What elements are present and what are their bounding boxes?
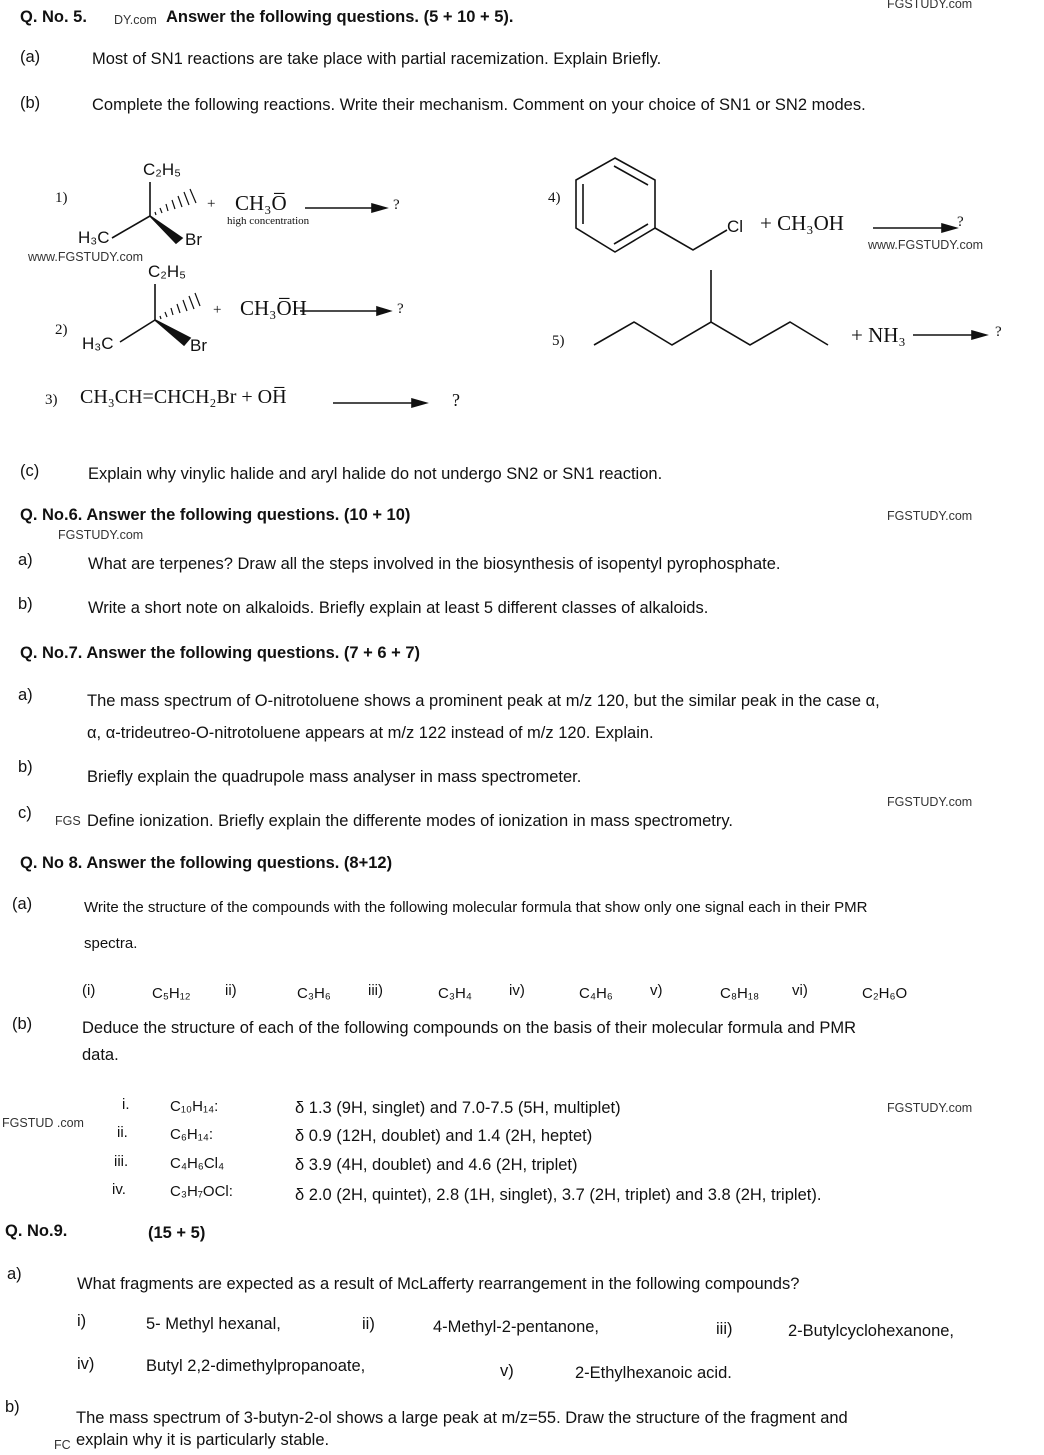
question-text: Most of SN1 reactions are take place with partial racemization. Explain Briefly. xyxy=(92,50,662,68)
watermark: FGSTUDY.com xyxy=(887,795,973,809)
item-number: v) xyxy=(500,1362,514,1380)
pmr-data: δ 0.9 (12H, doublet) and 1.4 (2H, heptet) xyxy=(295,1127,593,1145)
leaving-group: Cl xyxy=(727,217,744,236)
question-text: α, α-trideutreo-O-nitrotoluene appears at m/z 122 instead of m/z 120. Explain. xyxy=(87,724,654,742)
item-number: ii. xyxy=(117,1124,128,1141)
reaction-formula: CH₃CH=CHCH₂Br + OH̅ xyxy=(80,386,287,408)
molecular-formula: C₆H₁₄: xyxy=(170,1126,214,1143)
item-number: i. xyxy=(122,1096,130,1113)
reagent: CH₃O̅ xyxy=(235,191,287,215)
compound-name: 2-Ethylhexanoic acid. xyxy=(575,1364,732,1382)
product-placeholder: ? xyxy=(393,197,400,213)
question-text: Explain why vinylic halide and aryl halide do not undergo SN2 or SN1 reaction. xyxy=(88,465,663,483)
compound-name: 5- Methyl hexanal, xyxy=(146,1315,281,1333)
item-number: iii. xyxy=(114,1153,129,1170)
molecular-formula: C₅H₁₂ xyxy=(152,985,191,1002)
substituent-label: Br xyxy=(185,230,202,249)
question-title: Q. No 8. Answer the following questions. (8+12) xyxy=(20,854,393,872)
molecular-formula: C₈H₁₈ xyxy=(720,985,760,1002)
reaction-number: 2) xyxy=(55,322,68,338)
question-text: What are terpenes? Draw all the steps involved in the biosynthesis of isopentyl pyrophosphate. xyxy=(88,555,781,573)
reagent: + NH₃ xyxy=(851,323,906,347)
part-label: a) xyxy=(18,551,33,569)
item-number: (i) xyxy=(82,982,96,999)
question-text: Deduce the structure of each of the following compounds on the basis of their molecular formula and PMR xyxy=(82,1019,857,1037)
reaction-number: 5) xyxy=(552,333,565,349)
pmr-data: δ 2.0 (2H, quintet), 2.8 (1H, singlet), 3.7 (2H, triplet) and 3.8 (2H, triplet). xyxy=(295,1186,822,1204)
reagent: + CH₃OH xyxy=(760,211,844,235)
item-number: vi) xyxy=(792,982,808,999)
part-label: (a) xyxy=(20,48,41,66)
watermark: FC xyxy=(54,1438,71,1452)
question-title: Q. No.6. Answer the following questions. (10 + 10) xyxy=(20,506,411,524)
compound-name: 4-Methyl-2-pentanone, xyxy=(433,1318,600,1336)
question-text: Briefly explain the quadrupole mass analyser in mass spectrometer. xyxy=(87,768,582,786)
watermark: FGS xyxy=(55,814,81,828)
reaction-number: 4) xyxy=(548,190,561,206)
question-title: Answer the following questions. (5 + 10 + 5). xyxy=(166,8,514,26)
reagent-note: high concentration xyxy=(227,215,310,227)
substituent-label: H₃C xyxy=(78,228,110,247)
product-placeholder: ? xyxy=(957,214,964,230)
watermark: FGSTUDY.com xyxy=(58,528,144,542)
compound-name: Butyl 2,2-dimethylpropanoate, xyxy=(146,1357,366,1375)
watermark: www.FGSTUDY.com xyxy=(868,238,984,252)
question-text: What fragments are expected as a result of McLafferty rearrangement in the following compounds? xyxy=(77,1275,800,1293)
part-label: b) xyxy=(5,1398,20,1416)
part-label: b) xyxy=(18,595,33,613)
molecular-formula: C₃H₆ xyxy=(297,985,331,1002)
pmr-data: δ 1.3 (9H, singlet) and 7.0-7.5 (5H, multiplet) xyxy=(295,1099,621,1117)
part-label: (a) xyxy=(12,895,33,913)
molecular-formula: C₄H₆ xyxy=(579,985,613,1002)
reaction-number: 3) xyxy=(45,392,58,408)
product-placeholder: ? xyxy=(452,390,460,410)
question-number: Q. No. 5. xyxy=(20,8,87,26)
product-placeholder: ? xyxy=(995,324,1002,340)
watermark: FGSTUDY.com xyxy=(887,1101,973,1115)
product-placeholder: ? xyxy=(397,301,404,317)
question-number: Q. No.9. xyxy=(5,1222,68,1240)
substituent-label: C₂H₅ xyxy=(143,160,182,179)
part-label: b) xyxy=(18,758,33,776)
part-label: (c) xyxy=(20,462,40,480)
item-number: ii) xyxy=(225,982,237,999)
watermark: FGSTUD .com xyxy=(2,1116,84,1130)
item-number: iii) xyxy=(716,1320,733,1338)
question-text: explain why it is particularly stable. xyxy=(76,1431,330,1449)
question-text: The mass spectrum of O-nitrotoluene shows a prominent peak at m/z 120, but the similar peak in the case α, xyxy=(87,692,880,710)
item-number: i) xyxy=(77,1312,87,1330)
molecular-formula: C₁₀H₁₄: xyxy=(170,1098,219,1115)
substituent-label: Br xyxy=(190,336,207,355)
question-text: data. xyxy=(82,1046,119,1064)
question-text: Define ionization. Briefly explain the differente modes of ionization in mass spectrometry. xyxy=(87,812,733,830)
substituent-label: C₂H₅ xyxy=(148,262,187,281)
reaction-number: 1) xyxy=(55,190,68,206)
part-label: a) xyxy=(7,1265,22,1283)
substituent-label: H₃C xyxy=(82,334,114,353)
question-text: Complete the following reactions. Write their mechanism. Comment on your choice of SN1 or SN2 modes. xyxy=(92,96,866,114)
molecular-formula: C₄H₆Cl₄ xyxy=(170,1155,225,1172)
item-number: iv. xyxy=(112,1181,126,1198)
molecular-formula: C₃H₄ xyxy=(438,985,472,1002)
item-number: iv) xyxy=(509,982,525,999)
item-number: v) xyxy=(650,982,663,999)
question-text: Write a short note on alkaloids. Briefly explain at least 5 different classes of alkaloids. xyxy=(88,599,709,617)
watermark: www.FGSTUDY.com xyxy=(28,250,144,264)
item-number: ii) xyxy=(362,1315,375,1333)
part-label: (b) xyxy=(12,1015,33,1033)
watermark: FGSTUDY.com xyxy=(887,0,973,11)
question-title: Q. No.7. Answer the following questions. (7 + 6 + 7) xyxy=(20,644,421,662)
plus-sign: + xyxy=(207,196,216,212)
question-text: Write the structure of the compounds with the following molecular formula that show only one signal each in their PMR xyxy=(84,899,868,916)
item-number: iii) xyxy=(368,982,383,999)
part-label: (b) xyxy=(20,94,41,112)
question-text: spectra. xyxy=(84,935,138,952)
item-number: iv) xyxy=(77,1355,95,1373)
question-marks: (15 + 5) xyxy=(148,1224,206,1242)
watermark: DY.com xyxy=(114,13,157,27)
molecular-formula: C₃H₇OCl: xyxy=(170,1183,233,1200)
part-label: c) xyxy=(18,804,32,822)
plus-sign: + xyxy=(213,302,222,318)
compound-name: 2-Butylcyclohexanone, xyxy=(788,1322,955,1340)
reagent: CH₃O̅H xyxy=(240,296,307,320)
question-text: The mass spectrum of 3-butyn-2-ol shows a large peak at m/z=55. Draw the structure of the fragment and xyxy=(76,1409,848,1427)
molecular-formula: C₂H₆O xyxy=(862,985,908,1002)
part-label: a) xyxy=(18,686,33,704)
watermark: FGSTUDY.com xyxy=(887,509,973,523)
pmr-data: δ 3.9 (4H, doublet) and 4.6 (2H, triplet) xyxy=(295,1156,578,1174)
